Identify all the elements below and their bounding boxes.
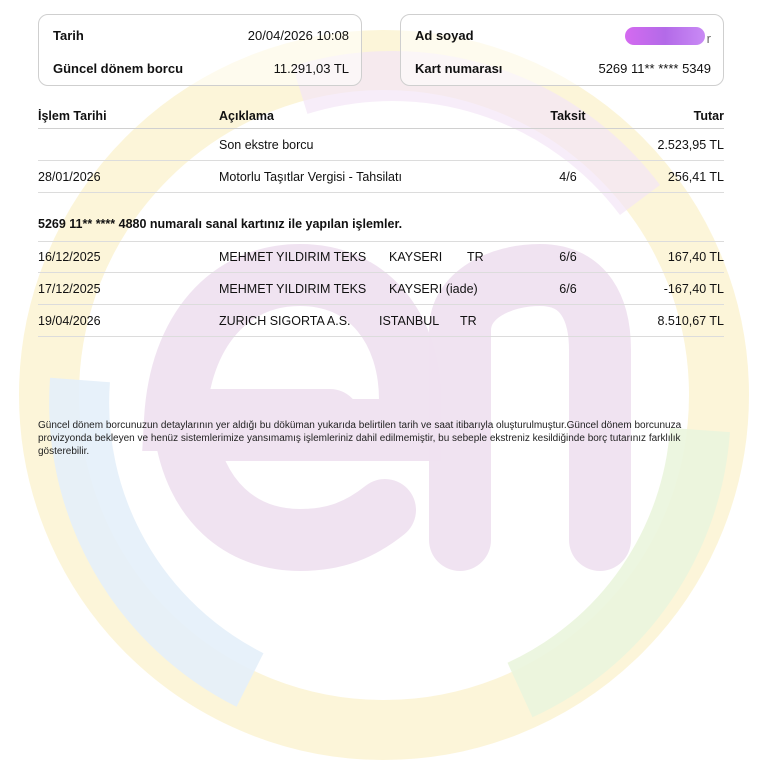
row-description: Son ekstre borcu <box>219 137 314 152</box>
row-installment <box>538 305 598 336</box>
row-installment: 4/6 <box>559 169 577 184</box>
row-date: 19/04/2026 <box>38 313 101 328</box>
row-description: ZURICH SIGORTA A.S. <box>219 313 351 328</box>
row-installment <box>538 129 598 160</box>
footer-note: Güncel dönem borcunuzun detaylarının yer aldığı bu döküman yukarıda belirtilen tarih ve saat itibarıyla oluşturulmuştur.Güncel dönem borcunuza provizyonda bekleyen ve henüz sistemlerimize yansımamış işlemleriniz dahil edilmemiştir, bu sebeple ekstreniz kesildiğinde borç tutarınız farklılık gösterebilir. <box>38 420 682 458</box>
virtual-card-section-title: 5269 11** **** 4880 numaralı sanal kartınız ile yapılan işlemler. <box>38 217 403 231</box>
row-amount: -167,40 TL <box>663 281 724 296</box>
row-country: TR <box>460 313 477 328</box>
row-amount: 8.510,67 TL <box>657 313 724 328</box>
name-value <box>625 25 711 46</box>
row-country: TR <box>467 250 484 264</box>
row-location: ISTANBUL <box>379 313 440 328</box>
current-debt-label: Güncel dönem borcu <box>53 61 184 76</box>
row-amount: 2.523,95 TL <box>657 137 724 152</box>
table-row <box>38 305 724 337</box>
current-debt-value: 11.291,03 TL <box>273 61 349 76</box>
summary-card-debt <box>38 14 362 86</box>
redaction-mark <box>625 27 705 45</box>
summary-card-account <box>400 14 724 86</box>
row-amount: 167,40 TL <box>667 250 724 264</box>
table-row <box>38 241 724 273</box>
card-number-value: 5269 11** **** 5349 <box>598 61 711 76</box>
row-description: Motorlu Taşıtlar Vergisi - Tahsilatı <box>219 169 402 184</box>
header-amount: Tutar <box>693 109 724 123</box>
row-date: 17/12/2025 <box>38 281 101 296</box>
row-location: KAYSERI <box>389 250 443 264</box>
date-value: 20/04/2026 10:08 <box>247 28 349 43</box>
row-date: 16/12/2025 <box>38 250 101 264</box>
row-location: KAYSERI (iade) <box>389 281 478 296</box>
name-tail: r <box>706 31 711 46</box>
table-header <box>38 104 724 129</box>
row-description: MEHMET YILDIRIM TEKS <box>219 281 367 296</box>
row-description: MEHMET YILDIRIM TEKS <box>219 250 367 264</box>
name-label: Ad soyad <box>415 28 474 43</box>
header-installment: Taksit <box>550 109 586 123</box>
table-row <box>38 273 724 305</box>
row-amount: 256,41 TL <box>667 169 724 184</box>
row-installment: 6/6 <box>559 250 577 264</box>
table-row <box>38 161 724 193</box>
table-row <box>38 129 724 161</box>
header-description: Açıklama <box>219 109 274 123</box>
row-date: 28/01/2026 <box>38 169 101 184</box>
date-label: Tarih <box>53 28 84 43</box>
card-number-label: Kart numarası <box>415 61 503 76</box>
row-installment: 6/6 <box>559 281 577 296</box>
header-date: İşlem Tarihi <box>38 109 107 123</box>
